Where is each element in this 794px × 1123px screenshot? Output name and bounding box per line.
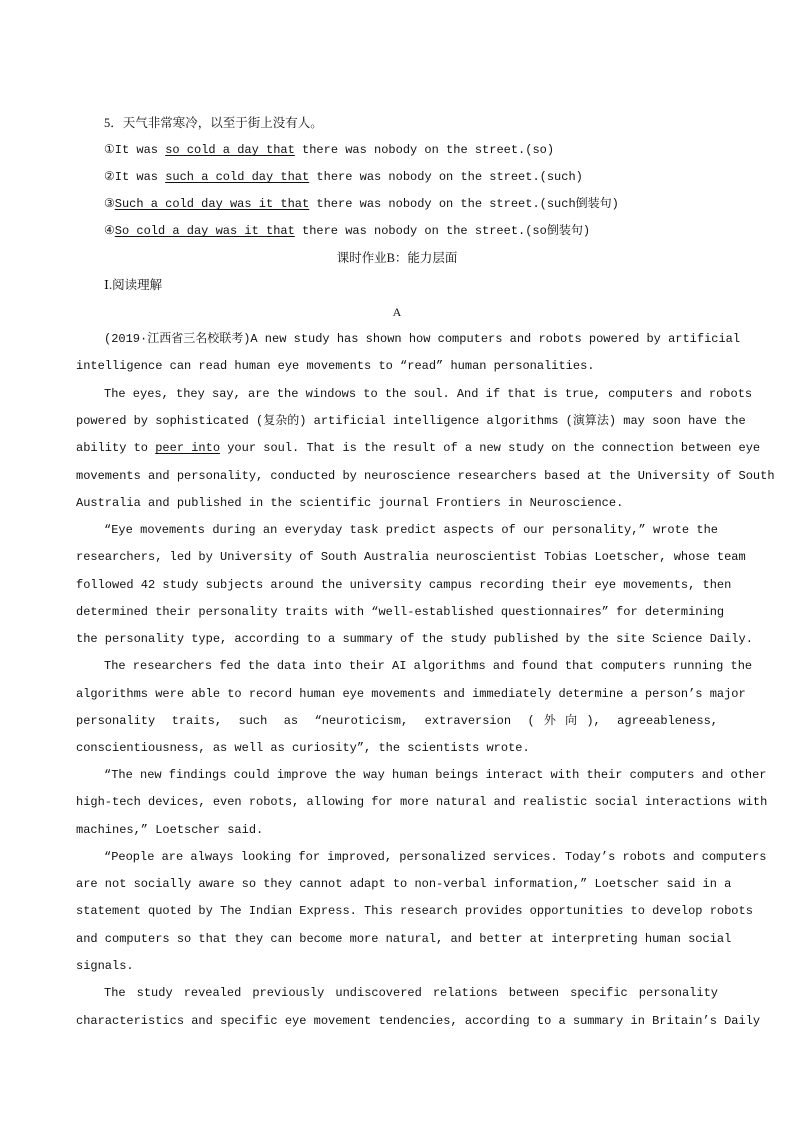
- paragraph-line: followed 42 study subjects around the university campus recording their eye movements, then: [76, 578, 732, 592]
- paragraph-line: Australia and published in the scientific journal Frontiers in Neuroscience.: [76, 496, 624, 510]
- paragraph-line: The eyes, they say, are the windows to the soul. And if that is true, computers and robots: [104, 387, 753, 401]
- paragraph-line: the personality type, according to a summary of the study published by the site Science Daily.: [76, 632, 753, 646]
- answer-blank: such a cold day that: [165, 170, 310, 184]
- paragraph-line: are not socially aware so they cannot adapt to non-verbal information,” Loetscher said in a: [76, 877, 732, 891]
- part-title: Ⅰ.阅读理解: [104, 278, 163, 292]
- paragraph-line: intelligence can read human eye movements to “read” human personalities.: [76, 359, 595, 373]
- paragraph-line: The researchers fed the data into their AI algorithms and found that computers running the: [104, 659, 753, 673]
- paragraph-line: “People are always looking for improved, personalized services. Today’s robots and computers: [104, 850, 767, 864]
- paragraph-line: machines,” Loetscher said.: [76, 823, 264, 837]
- paragraph-line: statement quoted by The Indian Express. This research provides opportunities to develop robots: [76, 904, 753, 918]
- answer-line-1: ①It was so cold a day that there was nobody on the street.(so): [104, 143, 555, 157]
- answer-line-3: ③Such a cold day was it that there was nobody on the street.(such倒装句): [104, 197, 619, 211]
- answer-blank: So cold a day was it that: [114, 224, 295, 238]
- answer-line-2: ②It was such a cold day that there was nobody on the street.(such): [104, 170, 583, 184]
- paragraph-line: and computers so that they can become more natural, and better at interpreting human social: [76, 932, 732, 946]
- paragraph-line: signals.: [76, 959, 134, 973]
- paragraph-line: algorithms were able to record human eye movements and immediately determine a person’s major: [76, 687, 746, 701]
- answer-blank: so cold a day that: [165, 143, 295, 157]
- paragraph-line: researchers, led by University of South Australia neuroscientist Tobias Loetscher, whose team: [76, 550, 746, 564]
- paragraph-line: The study revealed previously undiscovered relations between specific personality: [104, 986, 718, 1000]
- section-title: 课时作业B：能力层面: [336, 251, 458, 265]
- paragraph-line: powered by sophisticated (复杂的) artificial intelligence algorithms (演算法) may soon have the: [76, 414, 746, 428]
- underlined-phrase: peer into: [155, 441, 221, 455]
- paragraph-line: characteristics and specific eye movement tendencies, according to a summary in Britain’s Daily: [76, 1014, 761, 1028]
- paragraph-line: movements and personality, conducted by neuroscience researchers based at the University of South: [76, 469, 775, 483]
- paragraph-line: conscientiousness, as well as curiosity”, the scientists wrote.: [76, 741, 530, 755]
- paragraph-line: “Eye movements during an everyday task predict aspects of our personality,” wrote the: [104, 523, 718, 537]
- passage-label: A: [392, 305, 402, 319]
- paragraph-line: high-tech devices, even robots, allowing for more natural and realistic social interactions with: [76, 795, 768, 809]
- paragraph-line: ability to peer into your soul. That is the result of a new study on the connection between eye: [76, 441, 761, 455]
- answer-blank: Such a cold day was it that: [114, 197, 310, 211]
- paragraph-line: determined their personality traits with “well-established questionnaires” for determining: [76, 605, 725, 619]
- answer-line-4: ④So cold a day was it that there was nobody on the street.(so倒装句): [104, 224, 591, 238]
- paragraph-line: “The new findings could improve the way human beings interact with their computers and other: [104, 768, 767, 782]
- question-5-title: 5．天气非常寒冷，以至于街上没有人。: [104, 116, 323, 130]
- paragraph-line: personality traits, such as “neuroticism, extraversion (外向), agreeableness,: [76, 714, 718, 728]
- paragraph-line: (2019·江西省三名校联考)A new study has shown how computers and robots powered by artificial: [104, 332, 741, 346]
